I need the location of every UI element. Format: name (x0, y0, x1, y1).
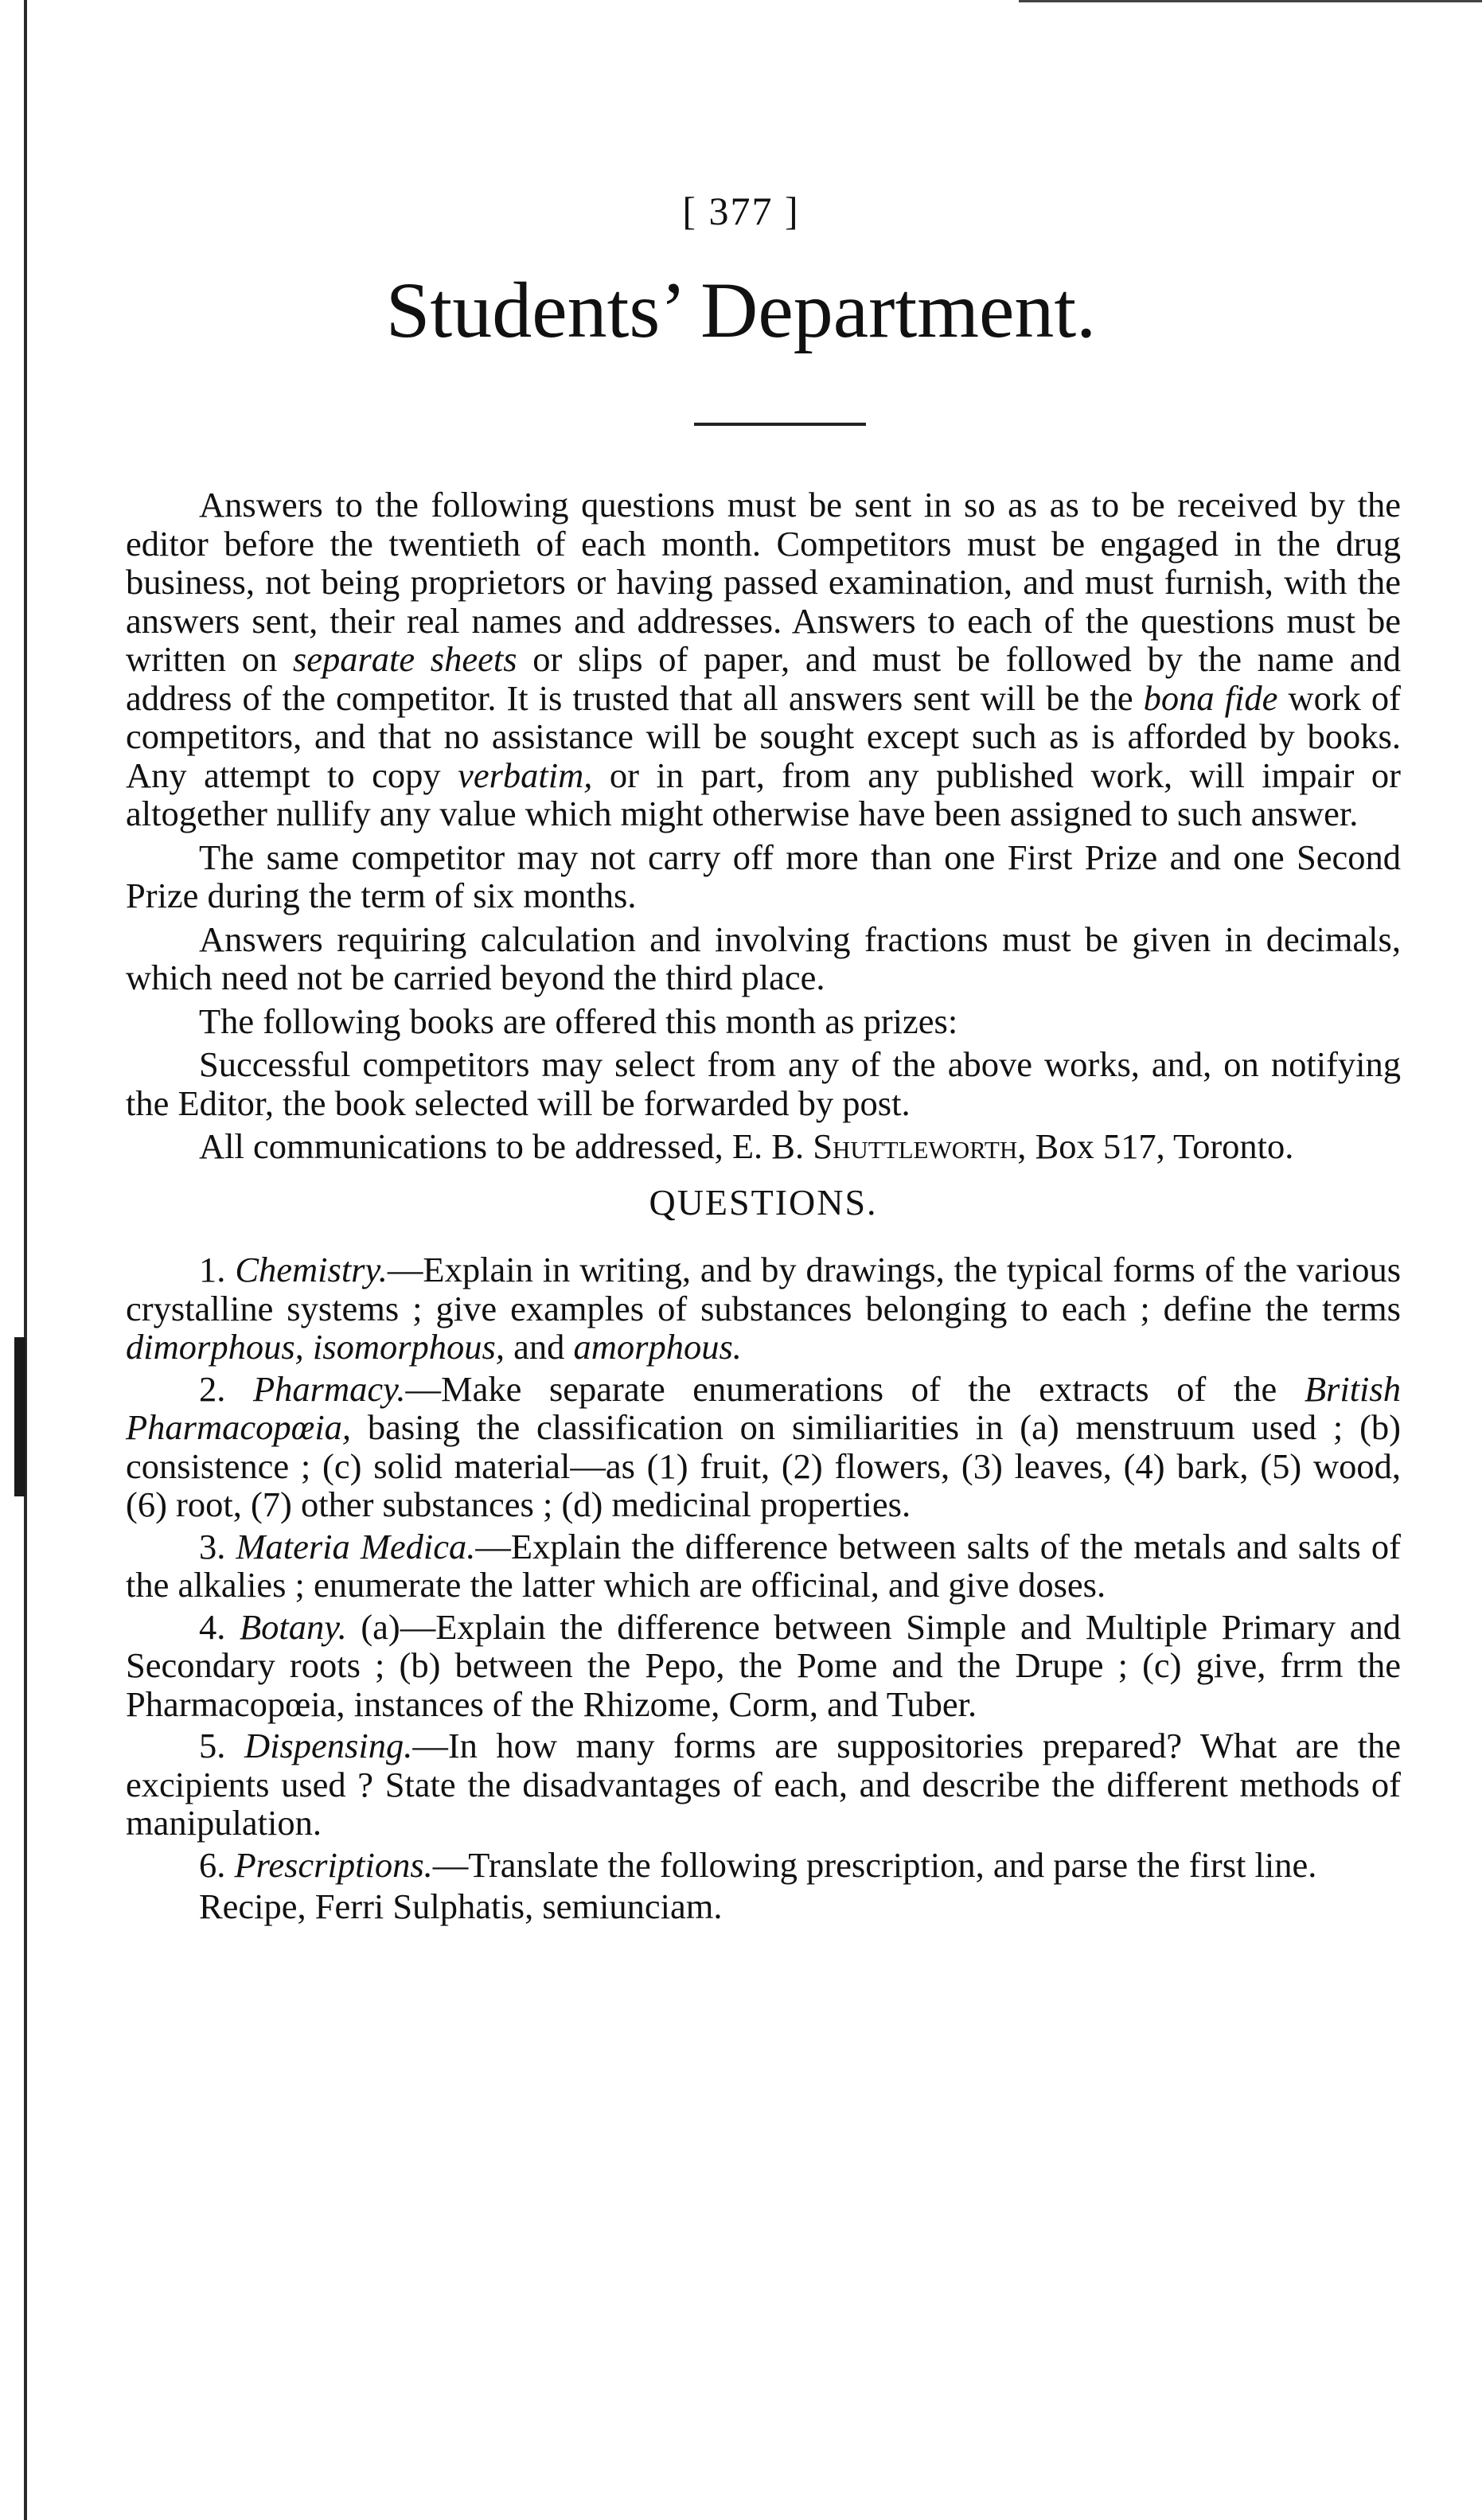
intro-emphasis: separate sheets (292, 639, 517, 679)
question-text: and (504, 1327, 574, 1367)
intro-section (126, 486, 1401, 1166)
intro-paragraph-decimals: Answers requiring calculation and involving fractions must be given in decimals, which need not be carried beyond the third place. (126, 919, 1401, 997)
question-number: 1. (199, 1250, 236, 1289)
question-item (126, 1250, 1401, 1367)
contact-text: , Box 517, Toronto. (1017, 1126, 1294, 1166)
intro-text: Answers to the following questions must be sent in so as as to be received by the editor before the twentieth of each month. Competitors must be engaged in the drug business, not being proprietors or having passed examination, and must furnish, with the answers sent, their real names and addresses. Answers to each of the questions must be written on (126, 485, 1401, 679)
question-number: 6. (199, 1844, 235, 1885)
intro-paragraph-selection: Successful competitors may select from any of the above works, and, on notifying the Editor, the book selected will be forwarded by post. (126, 1044, 1401, 1123)
question-text: —In how many forms are suppositories prepared? What are the excipients used ? State the disadvantages of each, and describe the different methods of manipulation. (126, 1726, 1402, 1843)
question-subject: Materia Medica. (236, 1526, 476, 1566)
intro-paragraph-rules (126, 486, 1401, 833)
question-number: 3. (199, 1526, 236, 1566)
intro-text: or slips of paper, and must be followed by the name and address of the competitor. It is trusted that all answers sent will be the (126, 639, 1401, 718)
question-emphasis: amorphous. (573, 1327, 742, 1367)
intro-paragraph-prize-limit: The same competitor may not carry off more than one First Prize and one Second Prize during the term of six months. (126, 837, 1401, 915)
intro-paragraph-contact (126, 1127, 1401, 1166)
question-item (126, 1846, 1401, 1885)
question-subject: Pharmacy. (252, 1368, 406, 1409)
scan-left-edge (24, 0, 27, 2520)
question-subject: Chemistry. (235, 1250, 388, 1289)
page-number: [ 377 ] (682, 189, 800, 233)
question-number: 4. (199, 1606, 240, 1647)
question-subject: Botany. (240, 1606, 347, 1647)
question-emphasis: British Pharmacopœia, (126, 1368, 1401, 1447)
article-body (126, 486, 1401, 1929)
question-text: —Explain the difference between salts of the metals and salts of the alkalies ; enumerate the latter which are officinal, and give doses. (126, 1526, 1401, 1605)
question-text: —Translate the following prescription, and parse the first line. (432, 1844, 1317, 1885)
title-rule (694, 423, 866, 426)
question-item (126, 1527, 1401, 1605)
scan-top-edge (1019, 0, 1482, 2)
editor-name: Shuttleworth (813, 1126, 1018, 1166)
question-emphasis: dimorphous, isomorphous, (126, 1327, 505, 1367)
question-text: (a)—Explain the difference between Simple and Multiple Primary and Secondary roots ; (b) between the Pepo, the Pome and the Drupe ; (c) give, frrm the Pharmacopœia, instances of the Rhizome, Corm, and Tuber. (126, 1606, 1401, 1724)
intro-paragraph-books: The following books are offered this month as prizes: (199, 1001, 958, 1041)
question-number: 5. (199, 1726, 244, 1765)
intro-emphasis: bona fide (1143, 677, 1278, 718)
question-item (126, 1370, 1401, 1524)
question-text: —Make separate enumerations of the extracts of the (405, 1368, 1305, 1409)
questions-heading: QUESTIONS. (649, 1181, 878, 1223)
binding-mark (14, 1337, 25, 1496)
question-text: —Explain in writing, and by drawings, the typical forms of the various crystalline systems ; give examples of substances belonging to each ; define the terms (126, 1250, 1402, 1328)
question-number: 2. (199, 1368, 253, 1409)
question-item (126, 1608, 1401, 1724)
questions-list (126, 1250, 1401, 1926)
intro-text: or in part, from any published work, will impair or altogether nullify any value which might otherwise have been assigned to such answer. (126, 755, 1401, 833)
page-title: Students’ Department. (385, 266, 1097, 354)
question-item (126, 1726, 1401, 1843)
intro-emphasis: verbatim, (458, 755, 593, 795)
intro-text: work of competitors, and that no assistance will be sought except such as is afforded by books. Any attempt to copy (126, 677, 1402, 795)
question-subject: Prescriptions. (234, 1844, 433, 1885)
contact-text: All communications to be addressed, E. B. (199, 1126, 813, 1166)
question-text: basing the classification on similiarities in (a) menstruum used ; (b) consistence ; (c) solid material—as (1) fruit, (2) flowers, (3) leaves, (4) bark, (5) wood, (6) root, (7) other substances ; (d) medicinal properties. (126, 1407, 1401, 1524)
prescription-recipe: Recipe, Ferri Sulphatis, semiunciam. (199, 1886, 723, 1926)
question-subject: Dispensing. (244, 1726, 413, 1765)
